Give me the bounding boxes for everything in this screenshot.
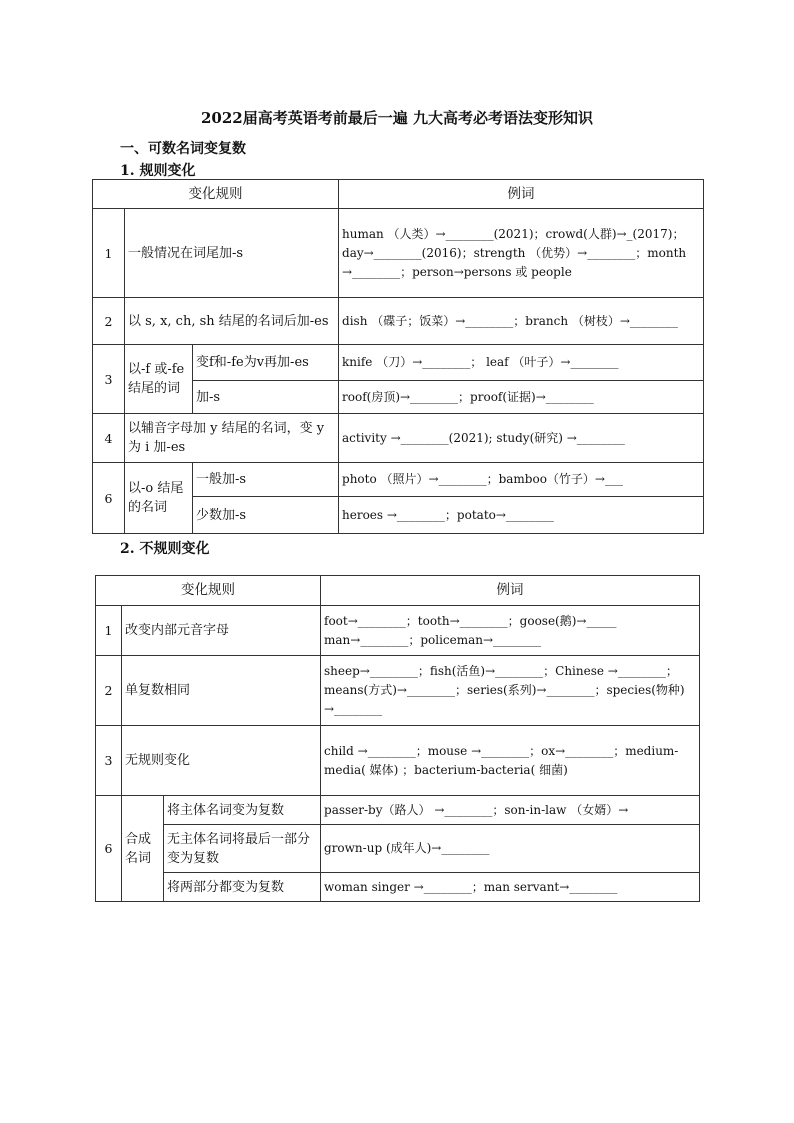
sub-rule-cell: 变f和-fe为v再加-es (193, 345, 339, 381)
example-cell: child →________；mouse →________；ox→________；medium-media( 媒体) ；bacterium-bacteria( 细菌) (321, 726, 700, 796)
table-row (96, 796, 700, 825)
sub-rule-cell: 无主体名词将最后一部分变为复数 (164, 825, 321, 873)
rule-cell: 合成名词 (122, 796, 164, 902)
example-cell: dish （碟子；饭菜）→________；branch （树枝）→________ (339, 298, 704, 345)
row-number: 6 (93, 463, 125, 534)
rule-cell: 以-f 或-fe 结尾的词 (125, 345, 193, 414)
example-cell: photo （照片）→________；bamboo（竹子）→___ (339, 463, 704, 497)
example-cell: passer-by（路人） →________；son-in-law （女婿）→ (321, 796, 700, 825)
regular-plural-table (92, 179, 704, 534)
table-header-rule: 变化规则 (93, 180, 339, 209)
table-row (96, 606, 700, 656)
sub-rule-cell: 少数加-s (193, 497, 339, 534)
table-row (96, 825, 700, 873)
table-row (96, 726, 700, 796)
example-cell: activity →________(2021); study(研究) →________ (339, 414, 704, 463)
row-number: 1 (96, 606, 122, 656)
rule-cell: 无规则变化 (122, 726, 321, 796)
example-cell: sheep→________；fish(活鱼)→________；Chinese →________；means(方式)→________；series(系列)→________；species(物种) →________ (321, 656, 700, 726)
table-row (93, 414, 704, 463)
row-number: 2 (93, 298, 125, 345)
sub-rule-cell: 将主体名词变为复数 (164, 796, 321, 825)
example-cell: roof(房顶)→________；proof(证据)→________ (339, 381, 704, 414)
subsection-heading-regular: 1. 规则变化 (120, 163, 196, 179)
row-number: 1 (93, 209, 125, 298)
example-cell: woman singer →________；man servant→________ (321, 873, 700, 902)
example-cell: grown-up (成年人)→________ (321, 825, 700, 873)
rule-cell: 单复数相同 (122, 656, 321, 726)
sub-rule-cell: 加-s (193, 381, 339, 414)
table-row (93, 463, 704, 497)
rule-cell: 改变内部元音字母 (122, 606, 321, 656)
table-row (93, 298, 704, 345)
rule-cell: 以辅音字母加 y 结尾的名词，变 y 为 i 加-es (125, 414, 339, 463)
table-row (93, 345, 704, 381)
table-row (96, 656, 700, 726)
page-title: 2022届高考英语考前最后一遍 九大高考必考语法变形知识 (201, 109, 593, 127)
example-cell: heroes →________；potato→________ (339, 497, 704, 534)
example-cell: foot→________；tooth→________；goose(鹅)→_____ man→________；policeman→________ (321, 606, 700, 656)
irregular-plural-table (95, 575, 700, 902)
table-header-example: 例词 (339, 180, 704, 209)
sub-rule-cell: 将两部分都变为复数 (164, 873, 321, 902)
table-row (93, 209, 704, 298)
row-number: 6 (96, 796, 122, 902)
row-number: 4 (93, 414, 125, 463)
table-row (96, 873, 700, 902)
row-number: 3 (93, 345, 125, 414)
rule-cell: 一般情况在词尾加-s (125, 209, 339, 298)
table-header-rule: 变化规则 (96, 576, 321, 606)
section-heading: 一、可数名词变复数 (120, 141, 246, 157)
rule-cell: 以-o 结尾的名词 (125, 463, 193, 534)
sub-rule-cell: 一般加-s (193, 463, 339, 497)
rule-cell: 以 s, x, ch, sh 结尾的名词后加-es (125, 298, 339, 345)
subsection-heading-irregular: 2. 不规则变化 (120, 541, 210, 557)
example-cell: human （人类）→________(2021)；crowd(人群)→_(2017)；day→________(2016)；strength （优势）→________；month →________；person→persons 或 people (339, 209, 704, 298)
table-header-example: 例词 (321, 576, 700, 606)
example-cell: knife （刀）→________； leaf （叶子）→________ (339, 345, 704, 381)
row-number: 2 (96, 656, 122, 726)
row-number: 3 (96, 726, 122, 796)
